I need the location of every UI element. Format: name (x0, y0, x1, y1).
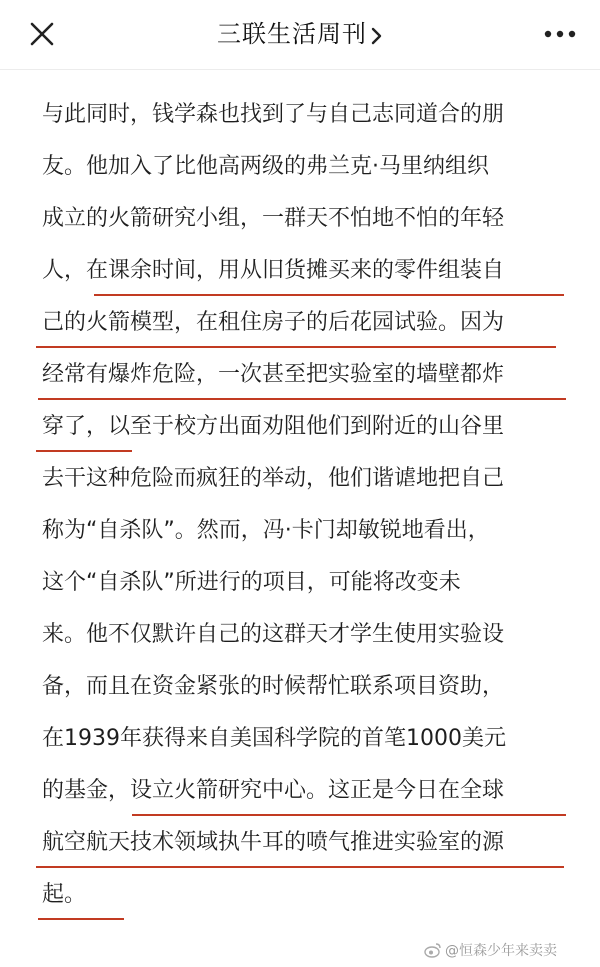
article-line: 去干这种危险而疯狂的举动，他们谐谑地把自己 (42, 466, 505, 491)
highlight-underline (36, 866, 564, 868)
weibo-icon (424, 942, 442, 963)
highlight-underline (94, 294, 564, 296)
article-line: 经常有爆炸危险，一次甚至把实验室的墙壁都炸 (42, 362, 505, 387)
header-divider (0, 69, 600, 70)
article-line: 成立的火箭研究小组，一群天不怕地不怕的年轻 (42, 206, 505, 231)
watermark (424, 942, 557, 963)
article-line: 这个“自杀队”所进行的项目，可能将改变未 (42, 570, 461, 595)
article-line: 来。他不仅默许自己的这群天才学生使用实验设 (42, 622, 505, 647)
watermark-text: @恒森少年来卖卖 (445, 943, 557, 959)
article-line: 的基金，设立火箭研究中心。这正是今日在全球 (42, 778, 505, 803)
chevron-right-icon (371, 22, 383, 54)
article-line: 人，在课余时间，用从旧货摊买来的零件组装自 (42, 258, 505, 283)
article-line: 与此同时，钱学森也找到了与自己志同道合的朋 (42, 102, 505, 127)
more-button[interactable] (540, 22, 580, 46)
account-title[interactable] (0, 18, 600, 54)
highlight-underline (132, 814, 566, 816)
article-line: 穿了，以至于校方出面劝阻他们到附近的山谷里 (42, 414, 505, 439)
highlight-underline (36, 346, 556, 348)
article-line: 友。他加入了比他高两级的弗兰克·马里纳组织 (42, 154, 489, 179)
highlight-underline (38, 398, 566, 400)
more-horizontal-icon (540, 22, 580, 46)
article-line: 备，而且在资金紧张的时候帮忙联系项目资助， (42, 674, 505, 699)
article-line: 航空航天技术领域执牛耳的喷气推进实验室的源 (42, 830, 505, 855)
article-line: 己的火箭模型，在租住房子的后花园试验。因为 (42, 310, 505, 335)
top-bar (0, 0, 600, 68)
article-line: 在1939年获得来自美国科学院的首笔1000美元 (42, 726, 506, 751)
account-name[interactable]: 三联生活周刊 (217, 20, 367, 48)
highlight-underline (38, 918, 124, 920)
article-line: 称为“自杀队”。然而，冯·卡门却敏锐地看出， (42, 518, 490, 543)
article-line: 起。 (42, 882, 87, 907)
highlight-underline (36, 450, 132, 452)
